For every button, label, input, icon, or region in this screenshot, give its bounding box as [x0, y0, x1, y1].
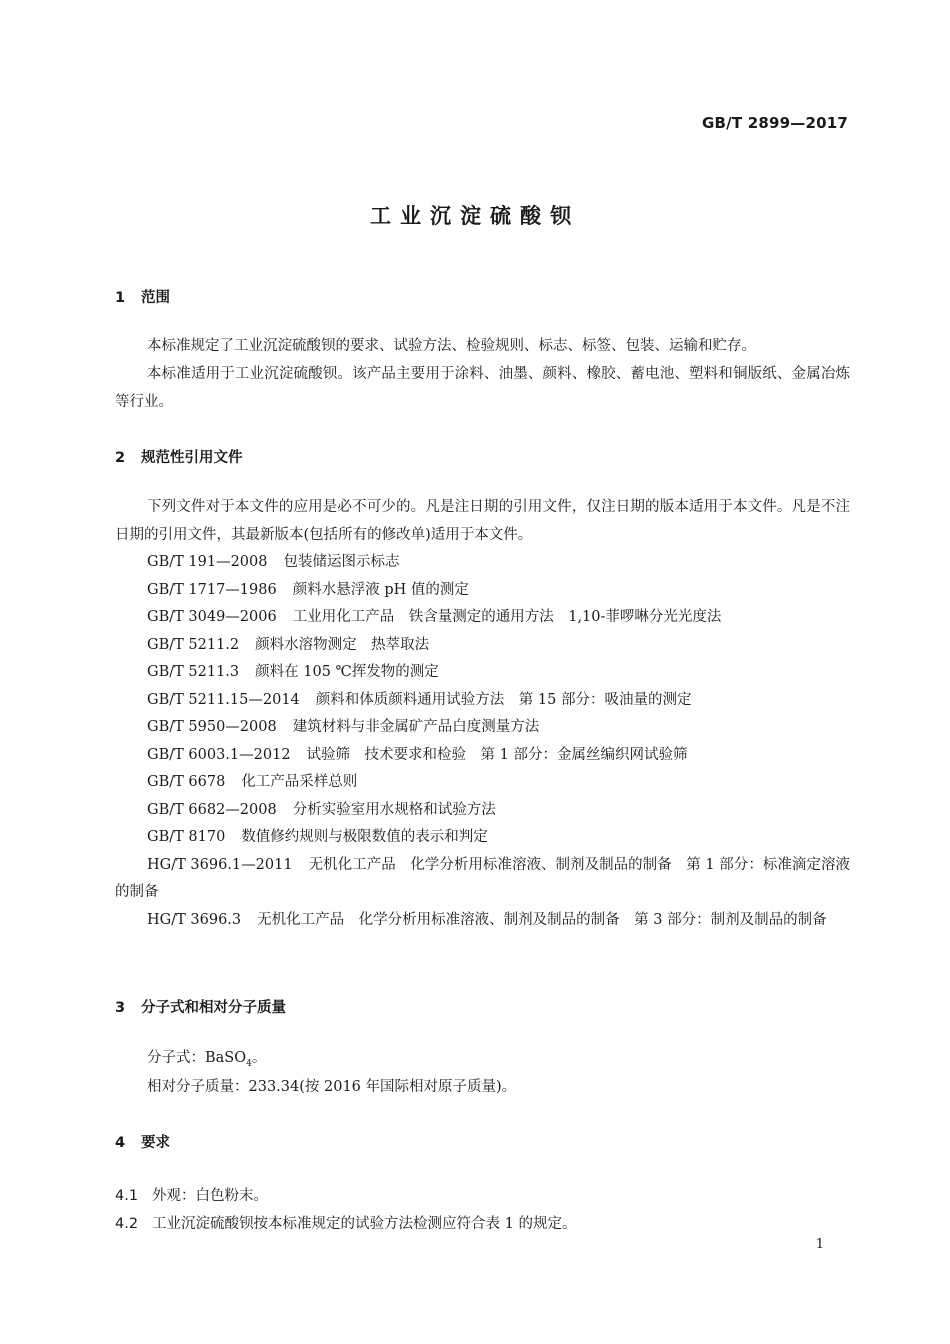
reference-item — [115, 824, 850, 852]
reference-title: 工业用化工产品 铁含量测定的通用方法 1,10-菲啰啉分光光度法 — [292, 609, 722, 625]
section-1-heading — [115, 286, 170, 307]
reference-item — [115, 769, 850, 797]
reference-title: 无机化工产品 化学分析用标准溶液、制剂及制品的制备 第 1 部分：标准滴定溶液的制备 — [115, 856, 850, 900]
reference-code: GB/T 6682—2008 — [147, 801, 277, 818]
section-number: 4 — [115, 1135, 126, 1151]
reference-code: GB/T 1717—1986 — [147, 581, 277, 598]
section-title: 分子式和相对分子质量 — [141, 1000, 286, 1016]
section-title: 规范性引用文件 — [141, 450, 243, 466]
reference-title: 数值修约规则与极限数值的表示和判定 — [241, 829, 488, 845]
reference-title: 试验筛 技术要求和检验 第 1 部分：金属丝编织网试验筛 — [306, 746, 688, 763]
reference-code: GB/T 5950—2008 — [147, 719, 277, 735]
formula-base: BaSO — [205, 1050, 247, 1066]
reference-title: 颜料水悬浮液 pH 值的测定 — [292, 581, 469, 598]
reference-title: 颜料在 105 ℃挥发物的测定 — [255, 664, 439, 680]
reference-code: GB/T 3049—2006 — [147, 609, 277, 625]
reference-title: 颜料和体质颜料通用试验方法 第 15 部分：吸油量的测定 — [315, 691, 692, 708]
clause-4-2 — [115, 1212, 576, 1233]
clause-text: 工业沉淀硫酸钡按本标准规定的试验方法检测应符合表 1 的规定。 — [152, 1216, 577, 1232]
reference-title: 无机化工产品 化学分析用标准溶液、制剂及制品的制备 第 3 部分：制剂及制品的制备 — [257, 911, 827, 928]
section-number: 1 — [115, 290, 126, 306]
reference-code: HG/T 3696.3 — [147, 911, 242, 928]
reference-item — [115, 714, 850, 742]
reference-item — [115, 632, 850, 660]
section-number: 2 — [115, 450, 126, 466]
reference-code: GB/T 6678 — [147, 774, 226, 790]
reference-item — [115, 659, 850, 687]
document-title: 工业沉淀硫酸钡 — [370, 204, 580, 228]
formula-end: 。 — [251, 1050, 267, 1066]
reference-code: GB/T 5211.15—2014 — [147, 691, 300, 708]
section-2-intro: 下列文件对于本文件的应用是必不可少的。凡是注日期的引用文件，仅注日期的版本适用于本文件。凡是不注日期的引用文件，其最新版本(包括所有的修改单)适用于本文件。 — [115, 499, 850, 543]
reference-item — [115, 907, 850, 935]
section-1-paragraph-2: 本标准适用于工业沉淀硫酸钡。该产品主要用于涂料、油墨、颜料、橡胶、蓄电池、塑料和铜版纸、金属冶炼等行业。 — [115, 366, 850, 410]
reference-item — [115, 797, 850, 825]
page-number: 1 — [815, 1237, 824, 1252]
clause-4-1 — [115, 1184, 268, 1205]
section-title: 范围 — [141, 290, 170, 306]
reference-title: 建筑材料与非金属矿产品白度测量方法 — [292, 719, 540, 735]
reference-title: 分析实验室用水规格和试验方法 — [292, 801, 496, 818]
formula-subscript: 4 — [246, 1058, 252, 1069]
reference-title: 化工产品采样总则 — [241, 774, 358, 790]
reference-item — [115, 604, 850, 632]
section-4-heading — [115, 1131, 170, 1152]
normative-reference-list — [115, 549, 850, 934]
reference-code: HG/T 3696.1—2011 — [147, 856, 293, 873]
reference-item — [115, 577, 850, 605]
reference-code: GB/T 8170 — [147, 829, 226, 845]
reference-code: GB/T 191—2008 — [147, 554, 268, 570]
formula-label: 分子式： — [147, 1050, 205, 1066]
molecular-mass-line: 相对分子质量：233.34(按 2016 年国际相对原子质量)。 — [147, 1079, 517, 1095]
section-3-heading — [115, 996, 286, 1017]
reference-item — [115, 852, 850, 907]
molecular-formula-line — [147, 1046, 266, 1069]
reference-item — [115, 742, 850, 770]
reference-item — [115, 549, 850, 577]
reference-code: GB/T 5211.2 — [147, 636, 240, 653]
reference-item — [115, 687, 850, 715]
section-title: 要求 — [141, 1135, 170, 1151]
reference-title: 包装储运图示标志 — [283, 554, 400, 570]
clause-number: 4.1 — [115, 1188, 139, 1204]
clause-text: 外观：白色粉末。 — [152, 1188, 268, 1204]
reference-title: 颜料水溶物测定 热萃取法 — [255, 636, 430, 653]
section-number: 3 — [115, 1000, 126, 1016]
reference-code: GB/T 5211.3 — [147, 664, 240, 680]
section-1-paragraph-1: 本标准规定了工业沉淀硫酸钡的要求、试验方法、检验规则、标志、标签、包装、运输和贮存。 — [147, 338, 756, 354]
standard-code: GB/T 2899—2017 — [702, 114, 848, 132]
section-2-heading — [115, 446, 243, 467]
reference-code: GB/T 6003.1—2012 — [147, 746, 291, 763]
clause-number: 4.2 — [115, 1216, 139, 1232]
